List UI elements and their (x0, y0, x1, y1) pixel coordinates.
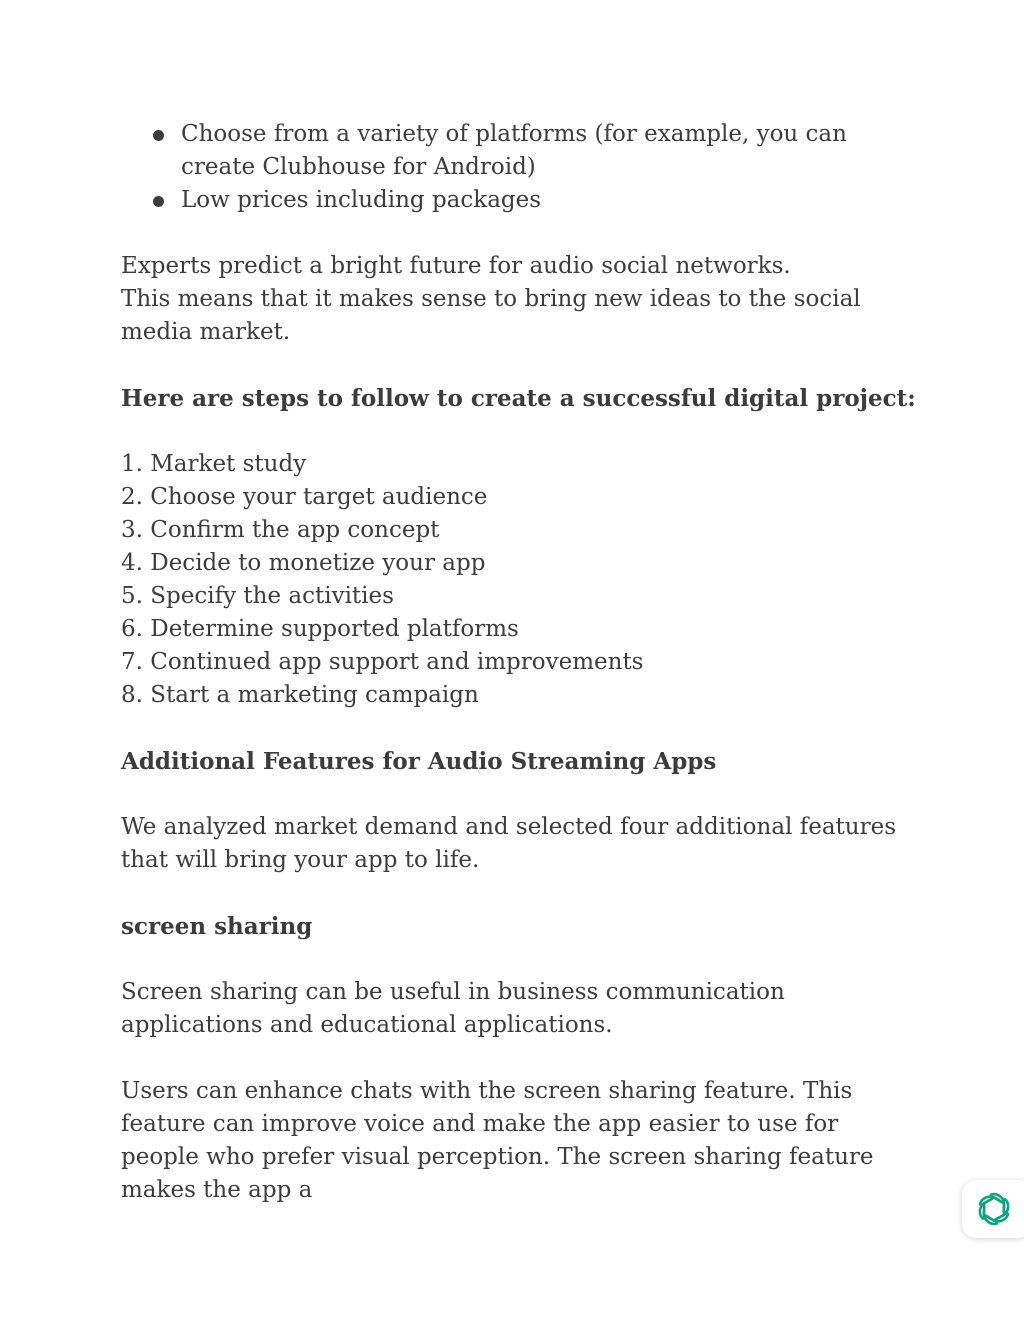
paragraph-line: Experts predict a bright future for audio social networks. (121, 253, 791, 279)
step-item: 8. Start a marketing campaign (121, 682, 479, 708)
screen-sharing-paragraph: Screen sharing can be useful in business communication applications and educational applications. (121, 979, 785, 1038)
screen-sharing-paragraph: Users can enhance chats with the screen sharing feature. This feature can improve voice and make the app easier to use for people who prefer visual perception. The screen sharing feature makes the app a (121, 1078, 874, 1203)
features-intro: We analyzed market demand and selected four additional features that will bring your app to life. (121, 814, 897, 873)
features-heading: Additional Features for Audio Streaming Apps (121, 748, 717, 775)
step-item: 7. Continued app support and improvements (121, 649, 644, 675)
bullet-item (121, 118, 921, 184)
step-item: 5. Specify the activities (121, 583, 394, 609)
steps-heading: Here are steps to follow to create a successful digital project: (121, 385, 916, 412)
openai-knot-icon (974, 1189, 1014, 1229)
step-item: 6. Determine supported platforms (121, 616, 519, 642)
feature-bullet-list (121, 118, 921, 217)
screen-sharing-heading: screen sharing (121, 913, 313, 940)
bullet-dot-icon (153, 130, 164, 141)
step-item: 3. Confirm the app concept (121, 517, 440, 543)
step-item: 1. Market study (121, 451, 307, 477)
bullet-dot-icon (153, 196, 164, 207)
step-item: 2. Choose your target audience (121, 484, 488, 510)
bullet-text: Low prices including packages (181, 187, 542, 213)
bullet-item (121, 184, 921, 217)
assistant-widget-button[interactable] (962, 1180, 1024, 1238)
bullet-text: Choose from a variety of platforms (for example, you can create Clubhouse for Android) (181, 121, 847, 180)
steps-list (121, 448, 921, 712)
step-item: 4. Decide to monetize your app (121, 550, 486, 576)
paragraph-line: This means that it makes sense to bring new ideas to the social media market. (121, 286, 861, 345)
document-page (121, 118, 921, 1207)
